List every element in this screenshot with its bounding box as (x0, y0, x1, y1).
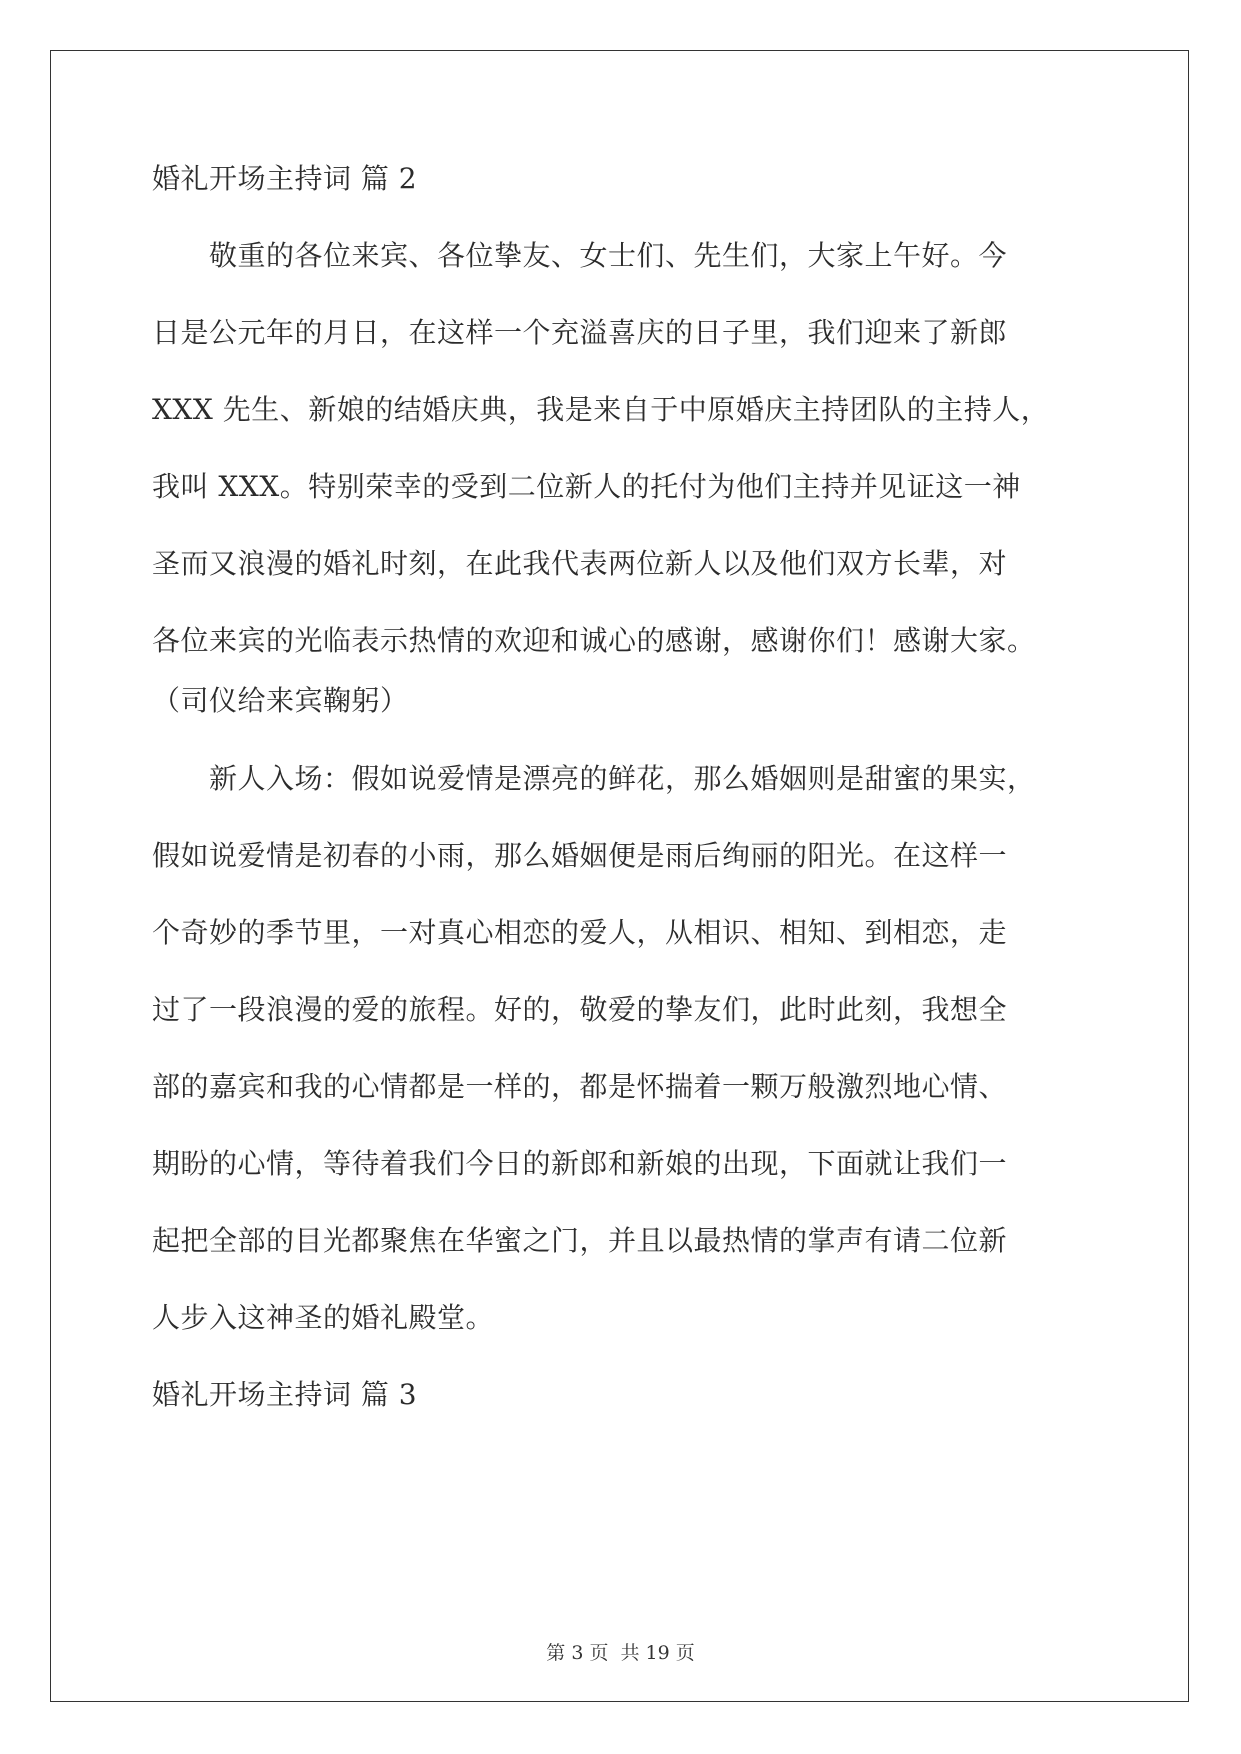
paragraph-line: 日是公元年的月日，在这样一个充溢喜庆的日子里，我们迎来了新郎 (152, 316, 1008, 349)
paragraph-line: 过了一段浪漫的爱的旅程。好的，敬爱的挚友们，此时此刻，我想全 (152, 993, 1008, 1026)
section-heading: 婚礼开场主持词 篇 3 (152, 1378, 418, 1411)
paragraph-line: 部的嘉宾和我的心情都是一样的，都是怀揣着一颗万般激烈地心情、 (152, 1070, 1008, 1103)
paragraph-line: 人步入这神圣的婚礼殿堂。 (152, 1301, 495, 1334)
page-footer (0, 1641, 1241, 1665)
paragraph-line: 我叫 XXX。特别荣幸的受到二位新人的托付为他们主持并见证这一神 (152, 470, 1021, 503)
paragraph-line: 各位来宾的光临表示热情的欢迎和诚心的感谢，感谢你们！感谢大家。 (152, 624, 1036, 657)
page-border (50, 50, 1189, 1702)
paragraph-line: 圣而又浪漫的婚礼时刻，在此我代表两位新人以及他们双方长辈，对 (152, 547, 1008, 580)
paragraph-line: 假如说爱情是初春的小雨，那么婚姻便是雨后绚丽的阳光。在这样一 (152, 839, 1008, 872)
paragraph-line: 起把全部的目光都聚焦在华蜜之门，并且以最热情的掌声有请二位新 (152, 1224, 1008, 1257)
page-number: 第 3 页 (546, 1642, 609, 1664)
paragraph-line: 个奇妙的季节里，一对真心相恋的爱人，从相识、相知、到相恋，走 (152, 916, 1008, 949)
page-total: 共 19 页 (620, 1642, 695, 1664)
paragraph-line: （司仪给来宾鞠躬） (152, 684, 409, 717)
section-heading: 婚礼开场主持词 篇 2 (152, 162, 418, 195)
paragraph-line: 期盼的心情，等待着我们今日的新郎和新娘的出现，下面就让我们一 (152, 1147, 1008, 1180)
paragraph-line: 新人入场：假如说爱情是漂亮的鲜花，那么婚姻则是甜蜜的果实， (152, 762, 1036, 795)
paragraph-line: XXX 先生、新娘的结婚庆典，我是来自于中原婚庆主持团队的主持人， (152, 393, 1050, 426)
paragraph-line: 敬重的各位来宾、各位挚友、女士们、先生们，大家上午好。今 (152, 239, 1008, 272)
